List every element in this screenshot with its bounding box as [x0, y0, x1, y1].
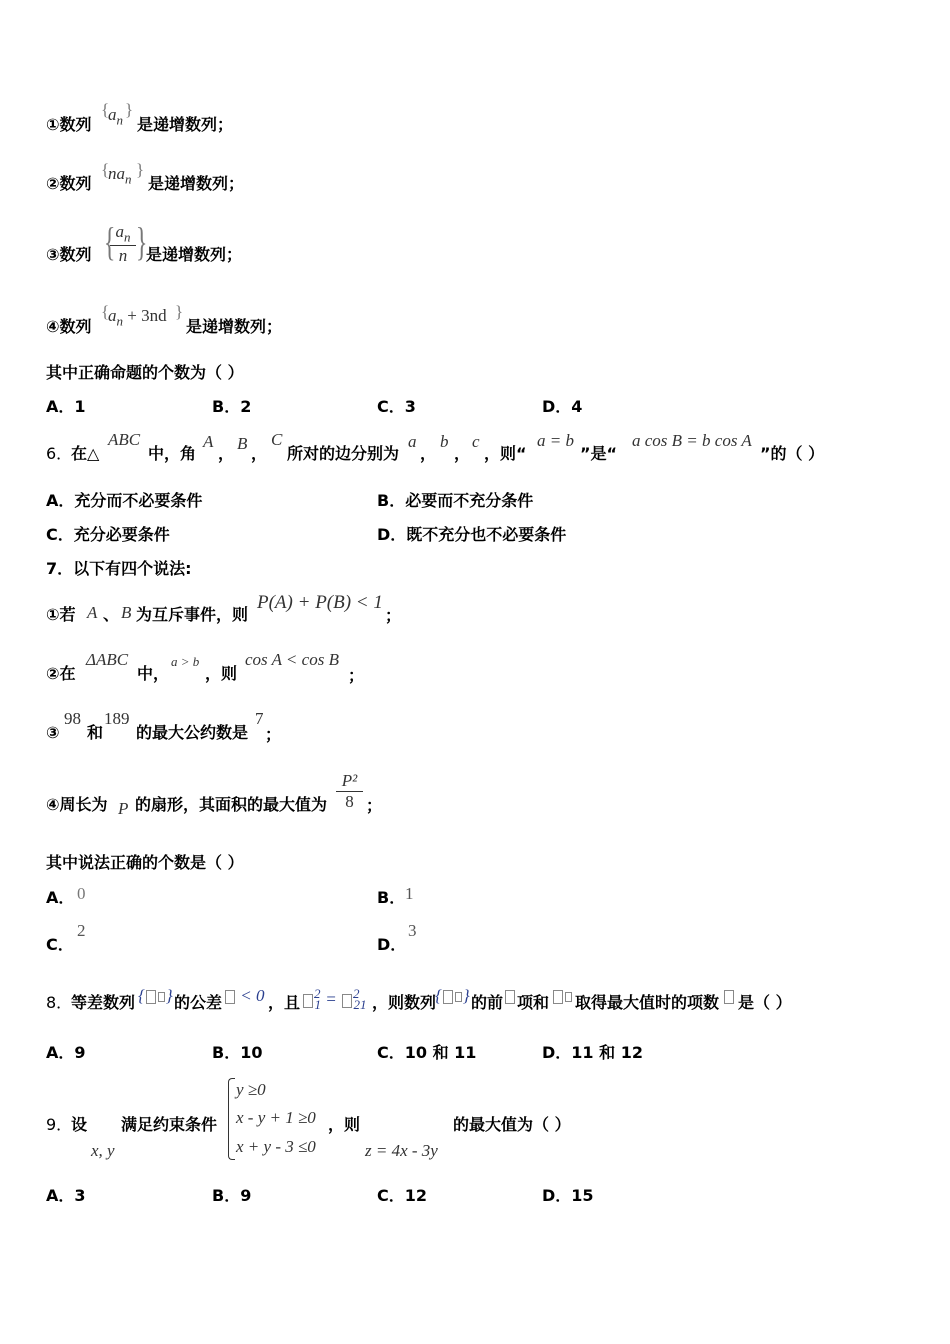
q8-text: 取得最大值时的项数 [575, 993, 720, 1012]
q7-math: a > b [171, 654, 200, 669]
q9-constraint-brace [228, 1078, 235, 1160]
q6-math-abc: ABC [108, 430, 141, 449]
q5-item-1-suffix: 是递增数列； [137, 115, 234, 134]
q6-text: ， [454, 444, 471, 463]
q7-math: 7 [255, 709, 264, 728]
q7-text: 和 [87, 723, 104, 742]
q6-math: c [472, 432, 480, 451]
q9-constraint-1: y ≥0 [236, 1080, 266, 1099]
q7-math: cos A < cos B [245, 650, 339, 669]
q8-text: 是（ ） [738, 993, 792, 1012]
q6-option-c[interactable]: C．充分必要条件 [46, 525, 170, 544]
q7-math: P [118, 799, 129, 818]
q9-option-c[interactable]: C．12 [377, 1186, 428, 1205]
q7-text: 的最大公约数是 [136, 723, 249, 742]
q8-text: 的公差 [174, 993, 223, 1012]
q6-text: 所对的边分别为 [287, 444, 400, 463]
q7-math: ΔABC [86, 650, 129, 669]
q5-item-4-label: ④数列 [46, 317, 92, 336]
q8-option-d[interactable]: D．11 和 12 [542, 1043, 643, 1062]
q7-text: ，则 [205, 664, 238, 683]
q7-option-c-label[interactable]: C． [46, 935, 74, 954]
q8-text: ，则数列 [372, 993, 437, 1012]
brace-left: { [101, 100, 110, 119]
q7-item-2: ②在 [46, 664, 76, 683]
q6-option-a[interactable]: A．充分而不必要条件 [46, 491, 203, 510]
q7-text: ； [385, 606, 402, 625]
q9-constraint-2: x - y + 1 ≥0 [236, 1108, 316, 1127]
q6-text: ”的（ ） [760, 444, 825, 463]
q8-option-b[interactable]: B．10 [212, 1043, 263, 1062]
q7-option-b-value: 1 [405, 884, 414, 903]
q7-text: 为互斥事件，则 [136, 605, 249, 624]
brace-right: } [135, 219, 148, 264]
q5-option-c[interactable]: C．3 [377, 397, 416, 416]
q9-number: 9． [46, 1115, 73, 1134]
q5-option-d[interactable]: D．4 [542, 397, 583, 416]
q7-math: A [87, 603, 98, 622]
q6-option-d[interactable]: D．既不充分也不必要条件 [377, 525, 567, 544]
q9-objective: z = 4x - 3y [365, 1141, 438, 1160]
q7-option-a-label[interactable]: A． [46, 888, 75, 907]
q7-option-b-label[interactable]: B． [377, 888, 406, 907]
q9-option-a[interactable]: A．3 [46, 1186, 86, 1205]
q6-math: C [271, 430, 283, 449]
q7-item-3: ③ [46, 723, 60, 742]
q5-item-2-suffix: 是递增数列； [148, 174, 245, 193]
q5-item-1-label: ①数列 [46, 115, 92, 134]
q8-sequence-symbol: { } [435, 986, 470, 1005]
brace-left: { [103, 219, 116, 264]
q9-math: x, y [91, 1141, 115, 1160]
q7-text: ； [348, 666, 365, 685]
q7-option-d-label[interactable]: D． [377, 935, 407, 954]
q6-math: a [408, 432, 417, 451]
q7-option-c-value: 2 [77, 921, 86, 940]
q7-math: 189 [104, 709, 130, 728]
q5-item-3-fraction: $\frac{a_n}{n}$ [110, 222, 136, 266]
q5-prompt: 其中正确命题的个数为（ ） [46, 363, 244, 382]
brace-left: { [101, 160, 110, 179]
q8-equation: $^2_1$ = $^2_{21}$ [302, 984, 366, 1015]
q8-n-symbol [504, 986, 516, 1006]
brace-right: } [136, 160, 145, 179]
q5-item-3-suffix: 是递增数列； [146, 245, 243, 264]
q7-text: 、 [103, 605, 120, 624]
q7-title: 7．以下有四个说法: [46, 559, 192, 578]
q9-text: 的最大值为（ ） [453, 1115, 571, 1134]
q5-option-a[interactable]: A．1 [46, 397, 86, 416]
q6-text: ”是“ [580, 444, 618, 463]
q6-text: ， [251, 444, 268, 463]
q7-text: 的扇形，其面积的最大值为 [135, 795, 328, 814]
brace-right: } [175, 302, 184, 321]
q6-text: 在△ [71, 444, 100, 463]
q6-number: 6． [46, 444, 73, 463]
q6-text: ， [218, 444, 235, 463]
q7-text: 中， [137, 664, 170, 683]
q7-fraction: $\frac{\text{P²}}{8}$ [336, 771, 363, 812]
q8-text: ，且 [268, 993, 301, 1012]
q6-math: A [203, 432, 214, 451]
q8-option-c[interactable]: C．10 和 11 [377, 1043, 477, 1062]
q7-math: 98 [64, 709, 81, 728]
q7-item-1: ①若 [46, 605, 76, 624]
q7-text: ； [366, 796, 383, 815]
q6-text: ， [420, 444, 437, 463]
q7-prompt: 其中说法正确的个数是（ ） [46, 853, 244, 872]
q9-option-d[interactable]: D．15 [542, 1186, 594, 1205]
q6-text: 中，角 [148, 444, 197, 463]
q9-constraint-3: x + y - 3 ≤0 [236, 1137, 316, 1156]
q5-option-b[interactable]: B．2 [212, 397, 252, 416]
q7-math: B [121, 603, 132, 622]
q6-math: b [440, 432, 449, 451]
q6-option-b[interactable]: B．必要而不充分条件 [377, 491, 534, 510]
q5-item-1-math: $a_n$ [108, 105, 123, 128]
q5-item-3-label: ③数列 [46, 245, 92, 264]
q8-text: 的前 [471, 993, 504, 1012]
brace-left: { [101, 302, 110, 321]
q9-text: 满足约束条件 [121, 1115, 218, 1134]
q9-option-b[interactable]: B．9 [212, 1186, 252, 1205]
q6-math: B [237, 434, 248, 453]
q9-text: ，则 [328, 1115, 361, 1134]
q6-math: a cos B = b cos A [632, 431, 752, 450]
brace-right: } [125, 100, 134, 119]
q8-option-a[interactable]: A．9 [46, 1043, 86, 1062]
q9-text: 设 [71, 1115, 88, 1134]
q8-diff: < 0 [224, 986, 264, 1006]
q8-text: 项和 [517, 993, 550, 1012]
q7-item-4: ④周长为 [46, 795, 108, 814]
q6-text: ，则“ [484, 444, 527, 463]
q8-sequence-symbol: { } [138, 986, 173, 1005]
q8-text: 等差数列 [71, 993, 136, 1012]
q7-option-a-value: 0 [77, 884, 86, 903]
q7-math: P(A) + P(B) < 1 [257, 592, 383, 613]
q5-item-4-suffix: 是递增数列； [186, 317, 283, 336]
q6-math: a = b [537, 431, 574, 450]
q8-number: 8． [46, 993, 73, 1012]
q5-item-2-label: ②数列 [46, 174, 92, 193]
q5-item-2-math: $na_n$ [108, 164, 132, 187]
q7-text: ； [265, 725, 282, 744]
q7-option-d-value: 3 [408, 921, 417, 940]
q8-sn-symbol [552, 986, 573, 1006]
q8-n-symbol [723, 986, 735, 1006]
q5-item-4-math: $a_n + 3nd$ [108, 306, 167, 329]
